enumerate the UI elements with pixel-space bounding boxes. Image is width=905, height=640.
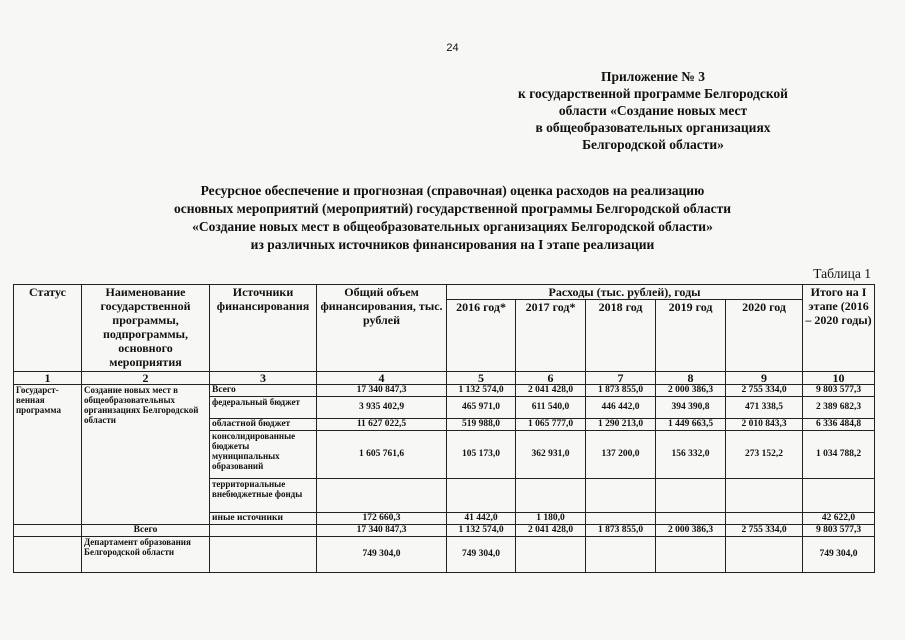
result-cell (803, 479, 875, 513)
col-number: 5 (447, 372, 516, 385)
header-2019: 2019 год (656, 300, 726, 372)
value-cell: 465 971,0 (447, 397, 516, 419)
appendix-line: к государственной программе Белгородской (518, 86, 788, 101)
total-cell: 749 304,0 (317, 537, 447, 573)
value-cell (726, 513, 803, 525)
empty-cell (14, 525, 82, 537)
source-cell: консолидированные бюджеты муниципальных образований (210, 431, 317, 479)
value-cell: 1 132 574,0 (447, 385, 516, 397)
program-name-cell: Создание новых мест в общеобразовательных организациях Белгородской области (82, 385, 210, 525)
result-cell: 1 034 788,2 (803, 431, 875, 479)
value-cell: 1 449 663,5 (656, 419, 726, 431)
total-cell: 172 660,3 (317, 513, 447, 525)
value-cell: 156 332,0 (656, 431, 726, 479)
value-cell (516, 537, 586, 573)
value-cell: 273 152,2 (726, 431, 803, 479)
value-cell: 2 755 334,0 (726, 385, 803, 397)
total-cell: 11 627 022,5 (317, 419, 447, 431)
value-cell: 2 000 386,3 (656, 385, 726, 397)
value-cell: 1 873 855,0 (586, 525, 656, 537)
table-label: Таблица 1 (813, 266, 871, 281)
value-cell (586, 479, 656, 513)
header-name: Наименование государственной программы, подпрограммы, основного мероприятия (82, 285, 210, 372)
result-cell: 9 803 577,3 (803, 385, 875, 397)
total-cell: 3 935 402,9 (317, 397, 447, 419)
value-cell: 519 988,0 (447, 419, 516, 431)
title-line: «Создание новых мест в общеобразовательных организациях Белгородской области» (192, 219, 713, 234)
source-cell: областной бюджет (210, 419, 317, 431)
header-2016: 2016 год* (447, 300, 516, 372)
value-cell (586, 537, 656, 573)
value-cell (656, 537, 726, 573)
title-line: основных мероприятий (мероприятий) государственной программы Белгородской области (174, 201, 731, 216)
result-cell: 9 803 577,3 (803, 525, 875, 537)
value-cell: 1 290 213,0 (586, 419, 656, 431)
document-title (0, 182, 905, 254)
value-cell: 2 755 334,0 (726, 525, 803, 537)
value-cell (726, 537, 803, 573)
value-cell (656, 479, 726, 513)
empty-cell (210, 525, 317, 537)
value-cell: 2 041 428,0 (516, 525, 586, 537)
header-2018: 2018 год (586, 300, 656, 372)
value-cell: 394 390,8 (656, 397, 726, 419)
header-2020: 2020 год (726, 300, 803, 372)
result-cell: 2 389 682,3 (803, 397, 875, 419)
result-cell: 749 304,0 (803, 537, 875, 573)
col-number: 4 (317, 372, 447, 385)
result-cell: 6 336 484,8 (803, 419, 875, 431)
department-row (14, 537, 875, 573)
total-cell (317, 479, 447, 513)
title-line: из различных источников финансирования на I этапе реализации (250, 237, 655, 252)
value-cell: 1 873 855,0 (586, 385, 656, 397)
value-cell: 471 338,5 (726, 397, 803, 419)
value-cell: 137 200,0 (586, 431, 656, 479)
appendix-header (473, 68, 833, 153)
value-cell (726, 479, 803, 513)
col-number: 3 (210, 372, 317, 385)
value-cell (586, 513, 656, 525)
value-cell: 2 000 386,3 (656, 525, 726, 537)
column-numbers-row (14, 372, 875, 385)
title-line: Ресурсное обеспечение и прогнозная (справочная) оценка расходов на реализацию (200, 183, 705, 198)
value-cell: 2 010 843,3 (726, 419, 803, 431)
header-status: Статус (14, 285, 82, 372)
table-row (14, 385, 875, 397)
source-cell: территориальные внебюджетные фонды (210, 479, 317, 513)
source-cell: иные источники (210, 513, 317, 525)
result-cell: 42 622,0 (803, 513, 875, 525)
col-number: 10 (803, 372, 875, 385)
value-cell: 41 442,0 (447, 513, 516, 525)
header-total: Общий объем финансирования, тыс. рублей (317, 285, 447, 372)
col-number: 2 (82, 372, 210, 385)
summary-label: Всего (82, 525, 210, 537)
appendix-line: в общеобразовательных организациях (535, 120, 771, 135)
appendix-line: Приложение № 3 (601, 69, 705, 84)
summary-row (14, 525, 875, 537)
value-cell: 611 540,0 (516, 397, 586, 419)
value-cell: 105 173,0 (447, 431, 516, 479)
col-number: 7 (586, 372, 656, 385)
value-cell: 1 065 777,0 (516, 419, 586, 431)
source-cell (210, 537, 317, 573)
col-number: 6 (516, 372, 586, 385)
status-cell: Государст-венная программа (14, 385, 82, 525)
total-cell: 17 340 847,3 (317, 525, 447, 537)
value-cell: 2 041 428,0 (516, 385, 586, 397)
appendix-line: области «Создание новых мест (558, 103, 748, 118)
appendix-line: Белгородской области» (582, 137, 724, 152)
value-cell: 446 442,0 (586, 397, 656, 419)
total-cell: 17 340 847,3 (317, 385, 447, 397)
header-result: Итого на I этапе (2016 – 2020 годы) (803, 285, 875, 372)
department-label: Департамент образования Белгородской области (82, 537, 210, 573)
value-cell (516, 479, 586, 513)
empty-cell (14, 537, 82, 573)
value-cell: 1 180,0 (516, 513, 586, 525)
source-cell: Всего (210, 385, 317, 397)
page-number: 24 (446, 42, 459, 54)
source-cell: федеральный бюджет (210, 397, 317, 419)
resource-table (13, 284, 875, 573)
col-number: 9 (726, 372, 803, 385)
header-row (14, 285, 875, 300)
col-number: 1 (14, 372, 82, 385)
total-cell: 1 605 761,6 (317, 431, 447, 479)
header-expenses: Расходы (тыс. рублей), годы (447, 285, 803, 300)
value-cell: 749 304,0 (447, 537, 516, 573)
value-cell: 362 931,0 (516, 431, 586, 479)
header-sources: Источники финансирования (210, 285, 317, 372)
value-cell (447, 479, 516, 513)
header-2017: 2017 год* (516, 300, 586, 372)
col-number: 8 (656, 372, 726, 385)
value-cell (656, 513, 726, 525)
value-cell: 1 132 574,0 (447, 525, 516, 537)
